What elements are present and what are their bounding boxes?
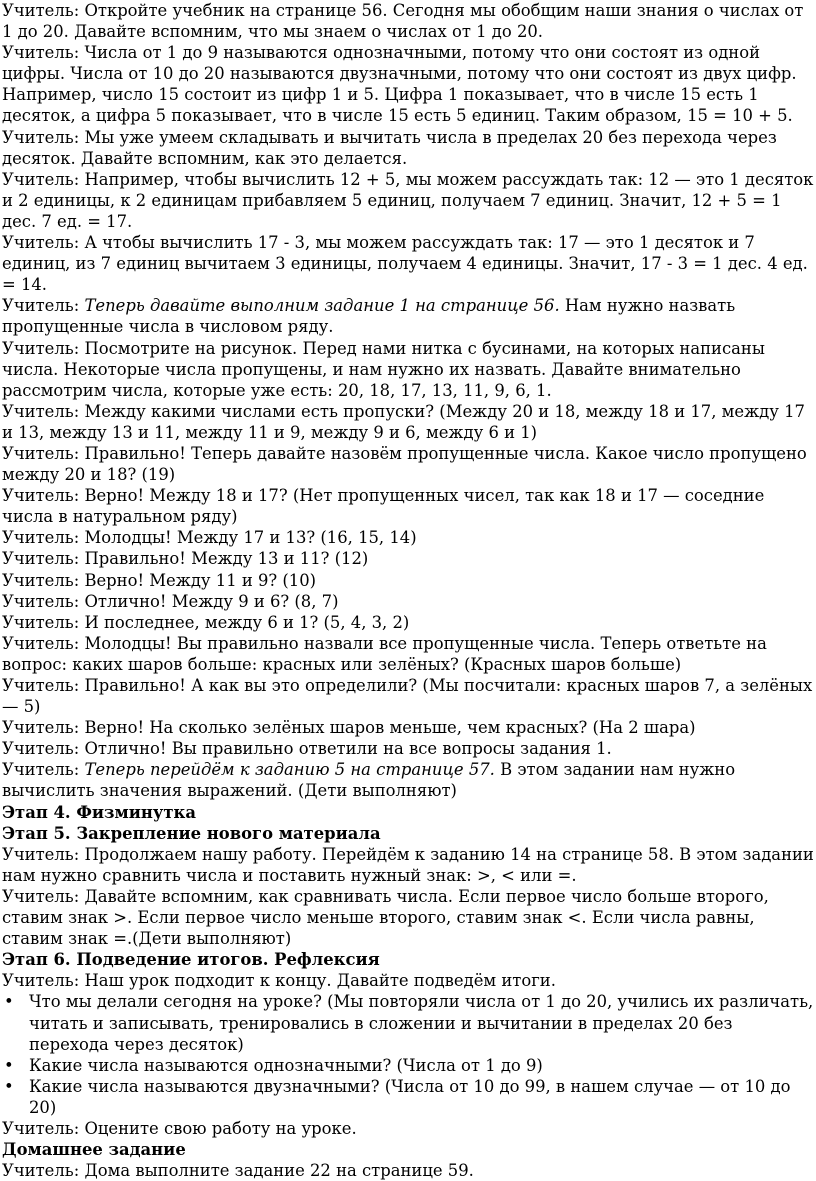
paragraph-summary-intro: Учитель: Наш урок подходит к концу. Давайте подведём итоги.	[2, 971, 556, 991]
paragraph-between-18-17: Учитель: Верно! Между 18 и 17? (Нет пропущенных чисел, так как 18 и 17 — соседние числа в натуральном ряду)	[2, 486, 765, 527]
paragraph-continuation: В этом задании нам нужно вычислить значения выражений. (Дети выполняют)	[2, 760, 736, 801]
stage6-heading: Этап 6. Подведение итогов. Рефлексия	[2, 950, 380, 970]
paragraph-compare-rules: Учитель: Давайте вспомним, как сравнивать числа. Если первое число больше второго, ставим знак >. Если первое число меньше второго, ставим знак <. Если числа равны, ставим знак =.(Дети выполняют)	[2, 886, 769, 949]
paragraph-homework: Учитель: Дома выполните задание 22 на странице 59.	[2, 1161, 474, 1181]
paragraph-digit-numbers: Учитель: Числа от 1 до 9 называются однозначными, потому что они состоят из одной цифры. Числа от 10 до 20 называются двузначными, потому что они состоят из двух цифр. Например, число 15 состоит из цифр 1 и 5. Цифра 1 показывает, что в числе 15 есть 1 десяток, а цифра 5 показывает, что в числе 15 есть 5 единиц. Таким образом, 15 = 10 + 5.	[2, 43, 797, 126]
stage5-heading: Этап 5. Закрепление нового материала	[2, 823, 381, 843]
homework-heading: Домашнее задание	[2, 1140, 186, 1160]
paragraph-addition-intro: Учитель: Мы уже умеем складывать и вычитать числа в пределах 20 без перехода через десяток. Давайте вспомним, как это делается.	[2, 127, 777, 168]
paragraph-task14: Учитель: Продолжаем нашу работу. Перейдём к заданию 14 на странице 58. В этом задании нам нужно сравнить числа и поставить нужный знак: >, < или =.	[2, 844, 814, 885]
paragraph-beads-picture: Учитель: Посмотрите на рисунок. Перед нами нитка с бусинами, на которых написаны числа. Некоторые числа пропущены, и нам нужно их назвать. Давайте внимательно рассмотрим числа, которые уже есть: 20, 18, 17, 13, 11, 9, 6, 1.	[2, 338, 765, 400]
task-reference-italic: Теперь перейдём к заданию 5 на странице 57.	[84, 760, 495, 780]
list-item-text: Что мы делали сегодня на уроке? (Мы повторяли числа от 1 до 20, учились их различать, читать и записывать, тренировались в сложении и вычитании в пределах 20 без перехода через десяток)	[29, 992, 814, 1054]
paragraph-continuation: Нам нужно назвать пропущенные числа в числовом ряду.	[2, 296, 736, 337]
paragraph-subtraction-example: Учитель: А чтобы вычислить 17 - 3, мы можем рассуждать так: 17 — это 1 десяток и 7 единиц, из 7 единиц вычитаем 3 единицы, получаем 4 единицы. Значит, 17 - 3 = 1 дес. 4 ед. = 14.	[2, 233, 808, 295]
paragraph-balls-question: Учитель: Молодцы! Вы правильно назвали все пропущенные числа. Теперь ответьте на вопрос: каких шаров больше: красных или зелёных? (Красных шаров больше)	[2, 633, 767, 674]
list-item	[2, 991, 814, 1054]
paragraph-balls-difference: Учитель: Верно! На сколько зелёных шаров меньше, чем красных? (На 2 шара)	[2, 718, 696, 738]
lesson-document	[2, 0, 814, 1181]
paragraph-gaps-question: Учитель: Между какими числами есть пропуски? (Между 20 и 18, между 18 и 17, между 17 и 13, между 13 и 11, между 11 и 9, между 9 и 6, между 6 и 1)	[2, 401, 805, 442]
paragraph-addition-example: Учитель: Например, чтобы вычислить 12 + 5, мы можем рассуждать так: 12 — это 1 десяток и 2 единицы, к 2 единицам прибавляем 5 единиц, получаем 7 единиц. Значит, 12 + 5 = 1 дес. 7 ед. = 17.	[2, 169, 814, 231]
task-reference-italic: Теперь давайте выполним задание 1 на странице 56.	[84, 296, 560, 316]
paragraph-task1-intro	[2, 295, 814, 337]
bullet-icon: •	[4, 1076, 14, 1096]
paragraph-balls-count: Учитель: Правильно! А как вы это определили? (Мы посчитали: красных шаров 7, а зелёных — 5)	[2, 676, 813, 717]
paragraph-open-textbook: Учитель: Откройте учебник на странице 56. Сегодня мы обобщим наши знания о числах от 1 до 20. Давайте вспомним, что мы знаем о числах от 1 до 20.	[2, 1, 804, 42]
reflection-question-list	[2, 991, 814, 1118]
paragraph-missing-19: Учитель: Правильно! Теперь давайте назовём пропущенные числа. Какое число пропущено между 20 и 18? (19)	[2, 443, 807, 485]
paragraph-self-assessment: Учитель: Оцените свою работу на уроке.	[2, 1118, 357, 1138]
speaker-label: Учитель:	[2, 760, 85, 780]
paragraph-task1-done: Учитель: Отлично! Вы правильно ответили на все вопросы задания 1.	[2, 739, 612, 759]
paragraph-between-9-6: Учитель: Отлично! Между 9 и 6? (8, 7)	[2, 591, 339, 611]
list-item	[2, 1076, 814, 1118]
bullet-icon: •	[4, 992, 14, 1012]
paragraph-between-11-9: Учитель: Верно! Между 11 и 9? (10)	[2, 570, 317, 590]
paragraph-task5-intro	[2, 759, 814, 801]
speaker-label: Учитель:	[2, 296, 85, 316]
stage4-heading: Этап 4. Физминутка	[2, 802, 196, 822]
paragraph-between-17-13: Учитель: Молодцы! Между 17 и 13? (16, 15, 14)	[2, 528, 417, 548]
paragraph-between-13-11: Учитель: Правильно! Между 13 и 11? (12)	[2, 549, 369, 569]
bullet-icon: •	[4, 1055, 14, 1075]
paragraph-between-6-1: Учитель: И последнее, между 6 и 1? (5, 4, 3, 2)	[2, 612, 410, 632]
list-item-text: Какие числа называются однозначными? (Числа от 1 до 9)	[29, 1055, 543, 1075]
list-item-text: Какие числа называются двузначными? (Числа от 10 до 99, в нашем случае — от 10 до 20)	[29, 1076, 791, 1117]
list-item	[2, 1055, 814, 1076]
